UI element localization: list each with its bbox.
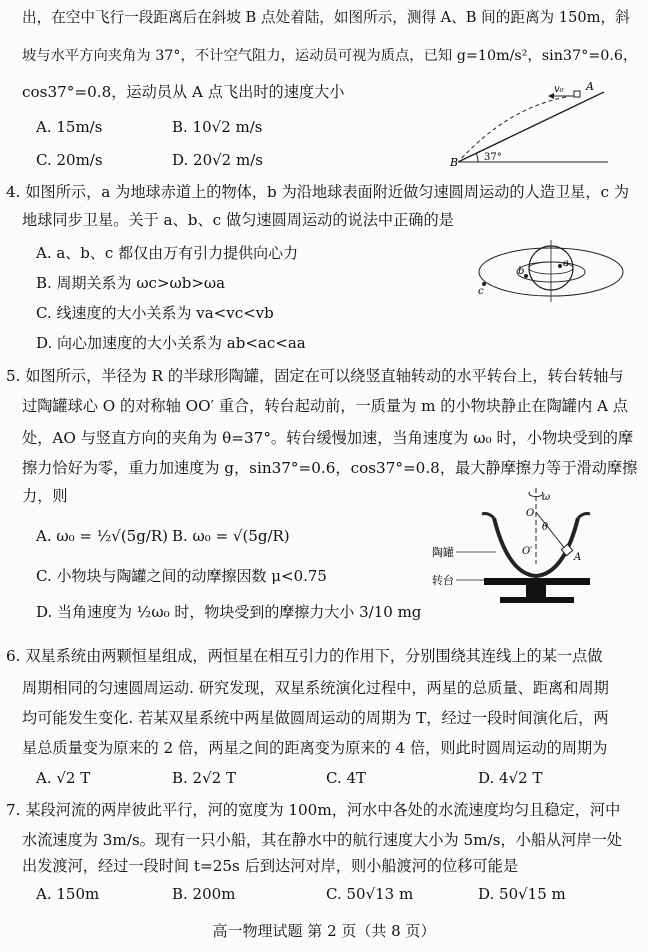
q5-option-b: B. ω₀ = √(5g/R): [172, 527, 290, 545]
q6-line-2: 周期相同的匀速圆周运动. 研究发现，双星系统演化过程中，两星的总质量、距离和周期: [22, 679, 609, 697]
q5-line-1: 5. 如图所示，半径为 R 的半球形陶罐，固定在可以绕竖直轴转动的水平转台上，转台转轴与: [6, 367, 624, 385]
pot-rim-left: [482, 514, 494, 519]
angle-arc: [476, 153, 478, 162]
o-label: O: [526, 508, 535, 519]
label-b: b: [518, 266, 525, 277]
a-label: A: [574, 552, 582, 563]
trajectory-path: [460, 97, 566, 160]
q3-option-b: B. 10√2 m/s: [172, 118, 263, 136]
label-c: c: [478, 286, 484, 297]
page-footer: 高一物理试题 第 2 页（共 8 页）: [212, 922, 436, 940]
turntable-base: [500, 597, 574, 603]
q4-option-d: D. 向心加速度的大小关系为 ab<ac<aa: [36, 334, 306, 352]
q5-line-2: 过陶罐球心 O 的对称轴 OO′ 重合，转台起动前，一质量为 m 的小物块静止在陶罐内 A 点: [22, 397, 628, 415]
q5-option-c: C. 小物块与陶罐之间的动摩擦因数 μ<0.75: [36, 567, 327, 585]
q6-option-b: B. 2√2 T: [172, 769, 236, 787]
turntable-shaft: [526, 585, 546, 597]
q3-option-c: C. 20m/s: [36, 151, 103, 169]
label-a: a: [563, 258, 569, 269]
q3-line-2: 坡与水平方向夹角为 37°，不计空气阻力，运动员可视为质点，已知 g=10m/s²，sin37°=0.6，: [22, 48, 638, 64]
skier-block: [574, 91, 580, 97]
q7-option-d: D. 50√15 m: [478, 885, 566, 903]
q4-line-1: 4. 如图所示，a 为地球赤道上的物体，b 为沿地球表面附近做匀速圆周运动的人造卫星，c 为: [6, 183, 630, 201]
object-a: [558, 264, 562, 268]
q5-line-5: 力，则: [22, 487, 68, 505]
q4-option-a: A. a、b、c 都仅由万有引力提供向心力: [36, 244, 299, 262]
o-prime-label: O′: [522, 546, 533, 557]
q7-option-c: C. 50√13 m: [326, 885, 414, 903]
pot-rim-right: [578, 514, 590, 519]
q6-option-c: C. 4T: [326, 769, 367, 787]
q5-line-3: 处，AO 与竖直方向的夹角为 θ=37°。转台缓慢加速，当角速度为 ω₀ 时，小物块受到的摩: [22, 429, 634, 447]
point-b-label: B: [450, 156, 459, 169]
point-a-label: A: [586, 80, 594, 93]
q7-option-b: B. 200m: [172, 885, 236, 903]
pot-label: 陶罐: [432, 546, 454, 559]
q6-option-a: A. √2 T: [36, 769, 91, 787]
theta-label: θ: [542, 522, 549, 533]
q7-option-a: A. 150m: [36, 885, 100, 903]
q4-option-c: C. 线速度的大小关系为 va<vc<vb: [36, 304, 274, 322]
turntable-label: 转台: [432, 574, 454, 587]
q5-pot-figure: [430, 486, 630, 606]
satellite-b: [524, 274, 528, 278]
q5-line-4: 擦力恰好为零，重力加速度为 g，sin37°=0.6，cos37°=0.8，最大静摩擦力等于滑动摩擦: [22, 459, 638, 477]
q3-line-3: cos37°=0.8，运动员从 A 点飞出时的速度大小: [22, 83, 345, 101]
q7-line-2: 水流速度为 3m/s。现有一只小船，其在静水中的航行速度大小为 5m/s，小船从河岸一处: [22, 831, 622, 849]
q3-option-a: A. 15m/s: [36, 118, 103, 136]
q3-slope-figure: [448, 78, 628, 178]
q6-line-1: 6. 双星系统由两颗恒星组成，两恒星在相互引力的作用下，分别围绕其连线上的某一点做: [6, 647, 603, 665]
q5-option-d: D. 当角速度为 ½ω₀ 时，物块受到的摩擦力大小 3/10 mg: [36, 603, 422, 621]
q6-line-3: 均可能发生变化. 若某双星系统中两星做圆周运动的周期为 T，经过一段时间演化后，两: [22, 709, 609, 727]
turntable-top: [484, 578, 590, 585]
q3-line-1: 出，在空中飞行一段距离后在斜坡 B 点处着陆，如图所示，测得 A、B 间的距离为 150m，斜: [22, 9, 630, 26]
q3-option-d: D. 20√2 m/s: [172, 151, 263, 169]
q4-option-b: B. 周期关系为 ωc>ωb>ωa: [36, 274, 226, 292]
slope-line: [458, 92, 604, 162]
v0-label: v₀: [554, 84, 564, 95]
q5-option-a: A. ω₀ = ½√(5g/R): [36, 527, 169, 545]
q4-earth-orbit-figure: [476, 236, 626, 308]
omega-label: ω: [542, 492, 551, 503]
q7-line-3: 出发渡河，经过一段时间 t=25s 后到达河对岸，则小船渡河的位移可能是: [22, 857, 519, 875]
q6-line-4: 星总质量变为原来的 2 倍，两星之间的距离变为原来的 4 倍，则此时圆周运动的周期为: [22, 739, 608, 757]
q7-line-1: 7. 某段河流的两岸彼此平行，河的宽度为 100m，河水中各处的水流速度均匀且稳定，河中: [6, 801, 621, 819]
radius-line: [536, 512, 566, 550]
q4-line-2: 地球同步卫星。关于 a、b、c 做匀速圆周运动的说法中正确的是: [22, 211, 454, 229]
angle-label: 37°: [484, 152, 502, 163]
q6-option-d: D. 4√2 T: [478, 769, 543, 787]
